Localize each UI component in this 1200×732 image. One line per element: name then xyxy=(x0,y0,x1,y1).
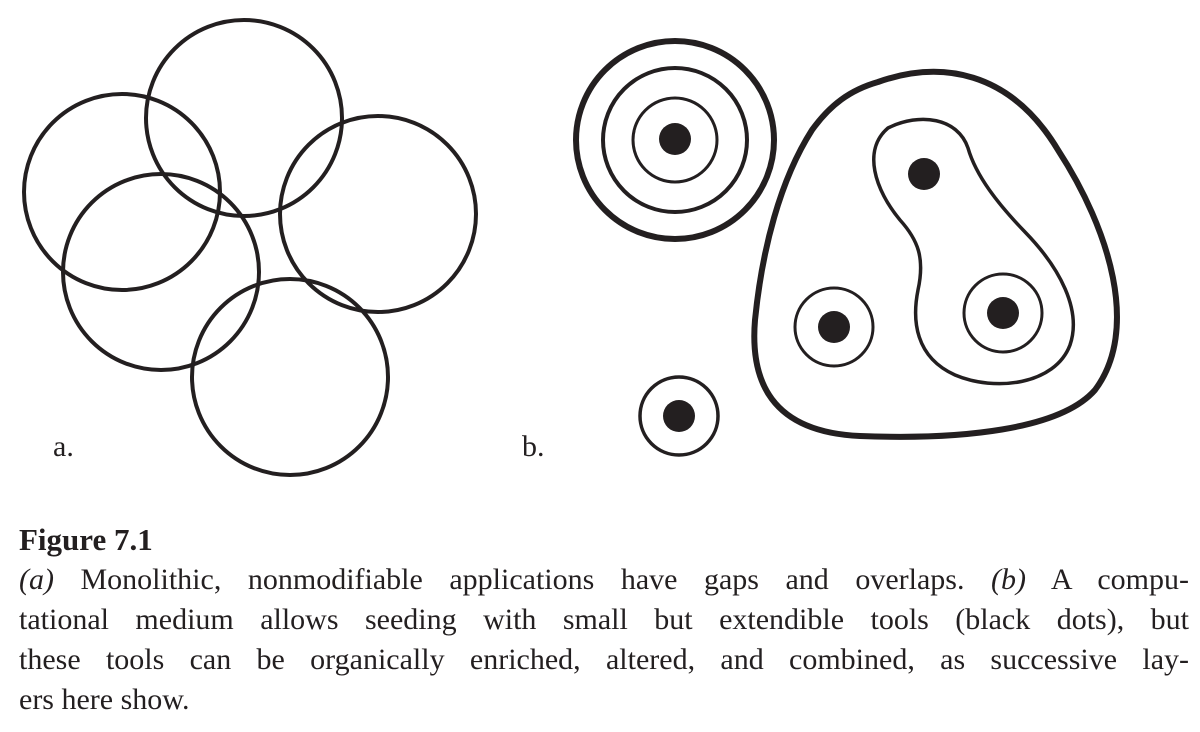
figure-caption xyxy=(19,520,1189,720)
tool-dot xyxy=(659,123,691,155)
panel-a-label: a. xyxy=(53,430,74,463)
panel-a-circle-center-left xyxy=(63,174,259,370)
tool-dot xyxy=(908,158,940,190)
caption-line: tational medium allows seeding with small but extendible tools (black dots), but xyxy=(19,603,1189,636)
panel-a-circle-top xyxy=(146,20,342,216)
combined-layer-inner xyxy=(874,119,1074,383)
panel-a-circle-bottom xyxy=(192,279,388,475)
tool-dot xyxy=(663,400,695,432)
tool-dot xyxy=(987,297,1019,329)
panel-b-label: b. xyxy=(522,430,545,463)
single-tool-group xyxy=(640,377,718,455)
tool-dot xyxy=(818,311,850,343)
panel-a-diagram xyxy=(24,20,476,475)
panel-b-diagram xyxy=(576,41,1117,455)
combined-layer-outer xyxy=(754,72,1117,437)
caption-body xyxy=(19,560,1189,720)
caption-line: (a) Monolithic, nonmodifiable applications have gaps and overlaps. (b) A compu- xyxy=(19,563,1189,596)
caption-title: Figure 7.1 xyxy=(19,522,153,557)
combined-tool-group xyxy=(754,72,1117,437)
caption-line: ers here show. xyxy=(19,683,190,716)
caption-line: these tools can be organically enriched, altered, and combined, as successive lay- xyxy=(19,643,1189,676)
panel-a-circle-left xyxy=(24,94,220,290)
concentric-tool-group-top-left xyxy=(576,41,774,239)
